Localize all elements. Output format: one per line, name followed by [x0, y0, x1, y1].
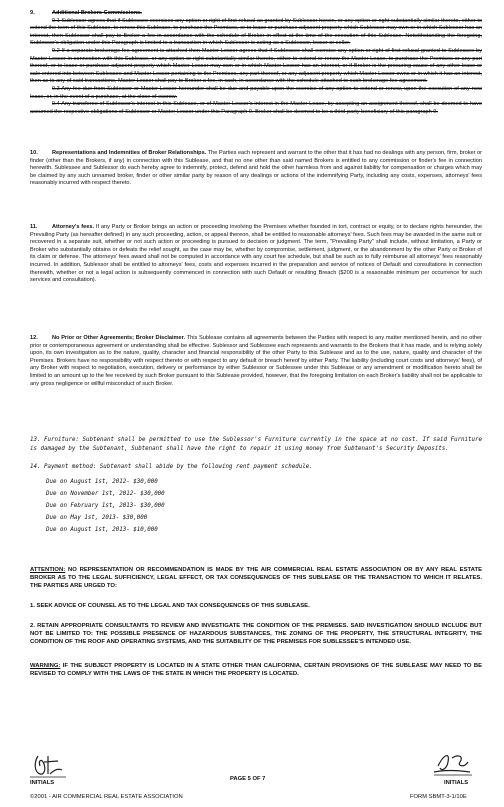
section-13-furniture: 13. Furniture: Subtenant shall be permitted to use the Sublessor's Furniture currently in the space at no cost. If said Furniture is damaged by the Subtenant, Subtenant shall have the right to repair it using money from Subtenant's Security Deposits.: [30, 437, 482, 452]
section-9-2: 9.2 If a separate brokerage fee agreement is attached then Master Lessor agrees that if Sublessee shall exercise any option or right of first refusal granted to Sublessee by Master Lessor in connection with this Sublease, or any option or right substantially similar thereto, either to extend or renew the Master Lease, to purchase the Premises or any part thereof, or to lease or purchase adjacent property which Master Lessor may own or in which Master Lessor has an interest, or if Broker is the procuring cause of any other lease or sale entered into between Sublessee and Master Lessor pertaining to the Premises, any part thereof, or any adjacent property which Master Lessor owns or in which it has an interest, then as to any of said transactions, Master Lessor shall pay to Broker a fee, in cash, in accordance with the schedule attached to such brokerage fee agreement.: [30, 47, 482, 85]
section-14-payment-method: 14. Payment method: Subtenant shall abide by the following rent payment schedule.: [30, 464, 313, 470]
attention-body: NO REPRESENTATION OR RECOMMENDATION IS MADE BY THE AIR COMMERCIAL REAL ESTATE ASSOCIATION OR BY ANY REAL ESTATE BROKER AS TO THE LEGAL SUFFICIENCY, LEGAL EFFECT, OR TAX CONSEQUENCES OF THIS SUBLEASE OR THE TRANSACTION TO WHICH IT RELATES. THE PARTIES ARE URGED TO:: [30, 567, 482, 590]
section-9-3: 9.3 Any fee due from Sublessor or Master Lessor hereunder shall be due and payable upon the exercise of any option to extend or renew, upon the execution of any new lease, or, in the event of a purchase, at the close of escrow.: [30, 85, 482, 100]
section-11: 11. Attorney's fees. If any Party or Broker brings an action or proceeding involving the Premises whether founded in tort, contract or equity, or to declare rights hereunder, the Prevailing Party (as hereafter defined) in any such proceeding, action, or appeal thereon, shall be entitled to reasonable attorneys' fees. Such fees may be awarded in the same suit or recovered in a separate suit, whether or not such action or proceeding is pursued to decision or judgment. The term, "Prevailing Party" shall include, without limitation, a Party or Broker who substantially obtains or defeats the relief sought, as the case may be, whether by compromise, settlement, judgment, or the abandonment by the other Party or Broker of its claim or defense. The attorneys' fees award shall not be computed in accordance with any court fee schedule, but shall be such as to fully reimburse all attorneys' fees reasonably incurred. In addition, Sublessor shall be entitled to attorneys' fees, costs and expenses incurred in the preparation and service of notices of Default and consultations in connection therewith, whether or not a legal action is subsequently commenced in connection with such Default or resulting Breach ($200 is a reasonable minimum per occurrence for such services and consultation).: [30, 224, 482, 284]
attention-item-1: 1. SEEK ADVICE OF COUNSEL AS TO THE LEGAL AND TAX CONSEQUENCES OF THIS SUBLEASE.: [30, 603, 310, 609]
payment-item: Due on November 1st, 2012- $30,000: [46, 491, 165, 497]
warning-notice: [30, 662, 482, 678]
warning-body: IF THE SUBJECT PROPERTY IS LOCATED IN A STATE OTHER THAN CALIFORNIA, CERTAIN PROVISIONS OF THE SUBLEASE MAY NEED TO BE REVISED TO COMPLY WITH THE LAWS OF THE STATE IN WHICH THE PROPERTY IS LOCATED.: [30, 663, 483, 678]
section-10: 10. Representations and Indemnities of Broker Relationships. The Parties each represent and warrant to the other that it has had no dealings with any person, firm, broker or finder (other than the Brokers, if any) in connection with this Sublease, and that no one other than said named Brokers is entitled to any commission or finder's fee in connection herewith. Sublessee and Sublessor do each hereby agree to indemnify, protect, defend and hold the other harmless from and against liability for compensation or charges which may be claimed by any such unnamed broker, finder or other similar party by reason of any dealings or actions of the indemnifying Party, including any costs, expenses, attorneys' fees reasonably incurred with respect thereto.: [30, 150, 483, 187]
section-12-heading: No Prior or Other Agreements; Broker Disclaimer.: [52, 335, 186, 341]
attention-item-2: 2. RETAIN APPROPRIATE CONSULTANTS TO REVIEW AND INVESTIGATE THE CONDITION OF THE PREMISES. SAID INVESTIGATION SHOULD INCLUDE BUT NOT BE LIMITED TO: THE POSSIBLE PRESENCE OF HAZARDOUS SUBSTANCES, THE ZONING OF THE PROPERTY, THE STRUCTURAL INTEGRITY, THE CONDITION OF THE ROOF AND OPERATING SYSTEMS, AND THE SUITABILITY OF THE PREMISES FOR SUBLESSEE'S INTENDED USE.: [30, 623, 482, 646]
section-10-body: The Parties each represent and warrant to the other that it has had no dealings with any person, firm, broker or finder (other than the Brokers, if any) in connection with this Sublease, and that no one other than said named Brokers is entitled to any commission or finder's fee in connection herewith. Sublessee and Sublessor do each hereby agree to indemnify, protect, defend and hold the other harmless from and against liability for compensation or charges which may be claimed by any such unnamed broker, finder or other similar party by reason of any dealings or actions of the indemnifying Party, including any costs, expenses, attorneys' fees reasonably incurred with respect thereto.: [30, 150, 483, 187]
section-12: 12. No Prior or Other Agreements; Broker Disclaimer. This Sublease contains all agreements between the Parties with respect to any matter mentioned herein, and no other prior or contemporaneous agreement or understanding shall be effective. Sublessor and Sublessee each represents and warrants to the Brokers that it has made, and is relying solely upon, its own investigation as to the nature, quality, character and financial responsibility of the other Party to this Sublease and as to the use, nature, quality and character of the Premises. Brokers have no responsibility with respect thereto or with respect to any default or breach hereof by either Party. The liability (including court costs and attorneys' fees), of any Broker with respect to negotiation, execution, delivery or performance by either Sublessor or Sublessee under this Sublease or any amendment or modification hereto shall be limited to an amount up to the fee received by such Broker pursuant to this Sublease provided, however, that the foregoing limitation on each Broker's liability shall not be applicable to any gross negligence or willful misconduct of such Broker.: [30, 335, 482, 387]
section-10-heading: Representations and Indemnities of Broker Relationships.: [52, 150, 207, 156]
section-9-1: 9.1 Sublessor agrees that if Sublessee exercises any option or right of first refusal as granted by Sublessor herein, or any option or right substantially similar thereto, either to extend the term of this Sublease, to renew this Sublease, to purchase the Premises, or to lease or purchase adjacent property which Sublessor may own or in which Sublessor has an interest, then Sublessor shall pay to Broker a fee in accordance with the schedule of Broker in effect at the time of the execution of this Sublease. Notwithstanding the foregoing, Sublessor's obligation under this Paragraph is limited to a transaction in which Sublessor is acting as a Sublessor, lessor or seller.: [30, 17, 482, 47]
section-12-body: This Sublease contains all agreements between the Parties with respect to any matter mentioned herein, and no other prior or contemporaneous agreement or understanding shall be effective. Sublessor and Sublessee each represents and warrants to the Brokers that it has made, and is relying solely upon, its own investigation as to the nature, quality, character and financial responsibility of the other Party to this Sublease and as to the use, nature, quality and character of the Premises. Brokers have no responsibility with respect thereto or with respect to any default or breach hereof by either Party. The liability (including court costs and attorneys' fees), of any Broker with respect to negotiation, execution, delivery or performance by either Sublessor or Sublessee under this Sublease or any amendment or modification hereto shall be limited to an amount up to the fee received by such Broker pursuant to this Sublease provided, however, that the foregoing limitation on each Broker's liability shall not be applicable to any gross negligence or willful misconduct of such Broker.: [30, 335, 482, 387]
attention-notice: [30, 566, 482, 591]
section-11-heading: Attorney's fees.: [52, 224, 95, 230]
attention-label: ATTENTION:: [30, 567, 66, 573]
section-11-body: If any Party or Broker brings an action or proceeding involving the Premises whether founded in tort, contract or equity, or to declare rights hereunder, the Prevailing Party (as hereafter defined) in any such proceeding, action, or appeal thereon, shall be entitled to reasonable attorneys' fees. Such fees may be awarded in the same suit or recovered in a separate suit, whether or not such action or proceeding is pursued to decision or judgment. The term, "Prevailing Party" shall include, without limitation, a Party or Broker who substantially obtains or defeats the relief sought, as the case may be, whether by compromise, settlement, judgment, or the abandonment by the other Party or Broker of its claim or defense. The attorneys' fees award shall not be computed in accordance with any court fee schedule, but shall be such as to fully reimburse all attorneys' fees reasonably incurred. In addition, Sublessor shall be entitled to attorneys' fees, costs and expenses incurred in the preparation and service of notices of Default and consultations in connection therewith, whether or not a legal action is subsequently commenced in connection with such Default or resulting Breach ($200 is a reasonable minimum per occurrence for such services and consultation).: [30, 224, 482, 284]
payment-item: Due on May 1st, 2013- $30,000: [46, 515, 148, 521]
right-initials-signature: [430, 748, 474, 778]
section-9: [30, 10, 482, 116]
section-9-heading: 9. Additional Brokers Commissions.: [30, 10, 142, 16]
warning-label: WARNING:: [30, 663, 61, 669]
payment-item: Due on August 1st, 2013- $10,000: [46, 527, 158, 533]
page-number: PAGE 5 OF 7: [230, 776, 266, 782]
form-number: FORM SBMT-3-1/10E: [410, 794, 467, 800]
left-initials-signature: [28, 752, 68, 780]
left-initials-label: INITIALS: [30, 780, 55, 786]
copyright-notice: ©2001 - AIR COMMERCIAL REAL ESTATE ASSOCIATION: [30, 794, 183, 800]
payment-item: Due on August 1st, 2012- $30,000: [46, 479, 158, 485]
section-9-4: 9.4 Any transferee of Sublessor's interest in this Sublease, or of Master Lessor's interest in the Master Lease, by accepting an assignment thereof, shall be deemed to have assumed the respective obligations of Sublessor or Master Lessor under this Paragraph 9. Broker shall be deemed to be a third-party beneficiary of this paragraph 9.: [30, 101, 482, 115]
payment-item: Due on February 1st, 2013- $30,000: [46, 503, 165, 509]
right-initials-label: INITIALS: [444, 780, 469, 786]
